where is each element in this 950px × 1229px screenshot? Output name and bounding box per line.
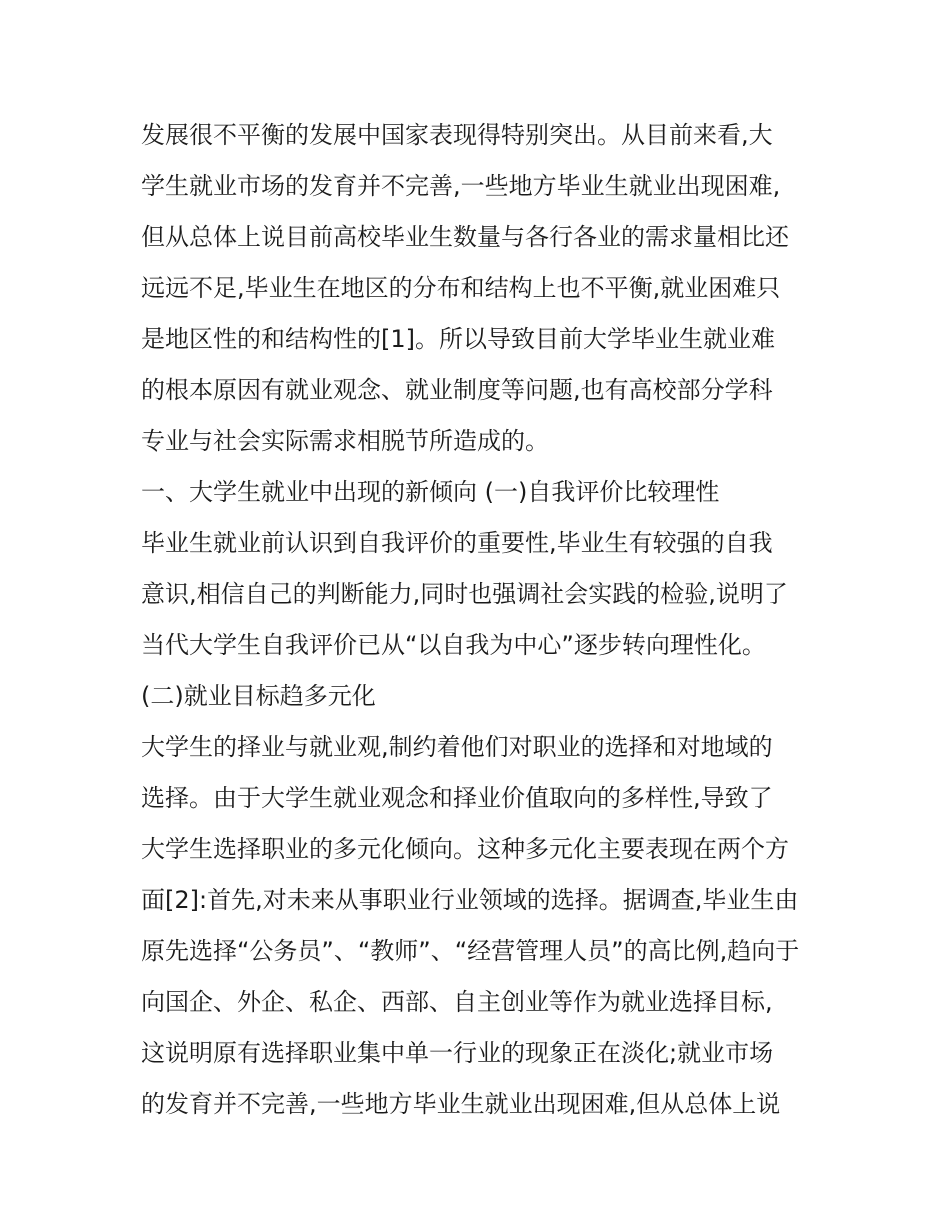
text-line: 大学生的择业与就业观,制约着他们对职业的选择和对地域的 xyxy=(141,733,773,761)
subsection-heading: (二)就业目标趋多元化 xyxy=(141,682,376,710)
body-text xyxy=(141,110,841,1130)
section-heading: 一、大学生就业中出现的新倾向 (一)自我评价比较理性 xyxy=(141,478,720,506)
text-line: 当代大学生自我评价已从“以自我为中心”逐步转向理性化。 xyxy=(141,631,766,659)
text-line: 是地区性的和结构性的[1]。所以导致目前大学毕业生就业难 xyxy=(141,325,775,353)
text-line: 原先选择“公务员”、“教师”、“经营管理人员”的高比例,趋向于 xyxy=(141,937,800,965)
text-line: 但从总体上说目前高校毕业生数量与各行各业的需求量相比还 xyxy=(141,223,789,251)
text-line: 面[2]:首先,对未来从事职业行业领域的选择。据调查,毕业生由 xyxy=(141,886,799,914)
text-line: 的发育并不完善,一些地方毕业生就业出现困难,但从总体上说 xyxy=(141,1090,781,1118)
text-line: 的根本原因有就业观念、就业制度等问题,也有高校部分学科 xyxy=(141,376,773,404)
text-line: 毕业生就业前认识到自我评价的重要性,毕业生有较强的自我 xyxy=(141,529,773,557)
text-line: 专业与社会实际需求相脱节所造成的。 xyxy=(141,427,549,455)
text-line: 向国企、外企、私企、西部、自主创业等作为就业选择目标, xyxy=(141,988,773,1016)
text-line: 学生就业市场的发育并不完善,一些地方毕业生就业出现困难, xyxy=(141,172,781,200)
text-line: 发展很不平衡的发展中国家表现得特别突出。从目前来看,大 xyxy=(141,121,773,149)
text-line: 意识,相信自己的判断能力,同时也强调社会实践的检验,说明了 xyxy=(141,580,788,608)
text-line: 远远不足,毕业生在地区的分布和结构上也不平衡,就业困难只 xyxy=(141,274,781,302)
text-line: 这说明原有选择职业集中单一行业的现象正在淡化;就业市场 xyxy=(141,1039,774,1067)
text-line: 大学生选择职业的多元化倾向。这种多元化主要表现在两个方 xyxy=(141,835,789,863)
text-line: 选择。由于大学生就业观念和择业价值取向的多样性,导致了 xyxy=(141,784,773,812)
